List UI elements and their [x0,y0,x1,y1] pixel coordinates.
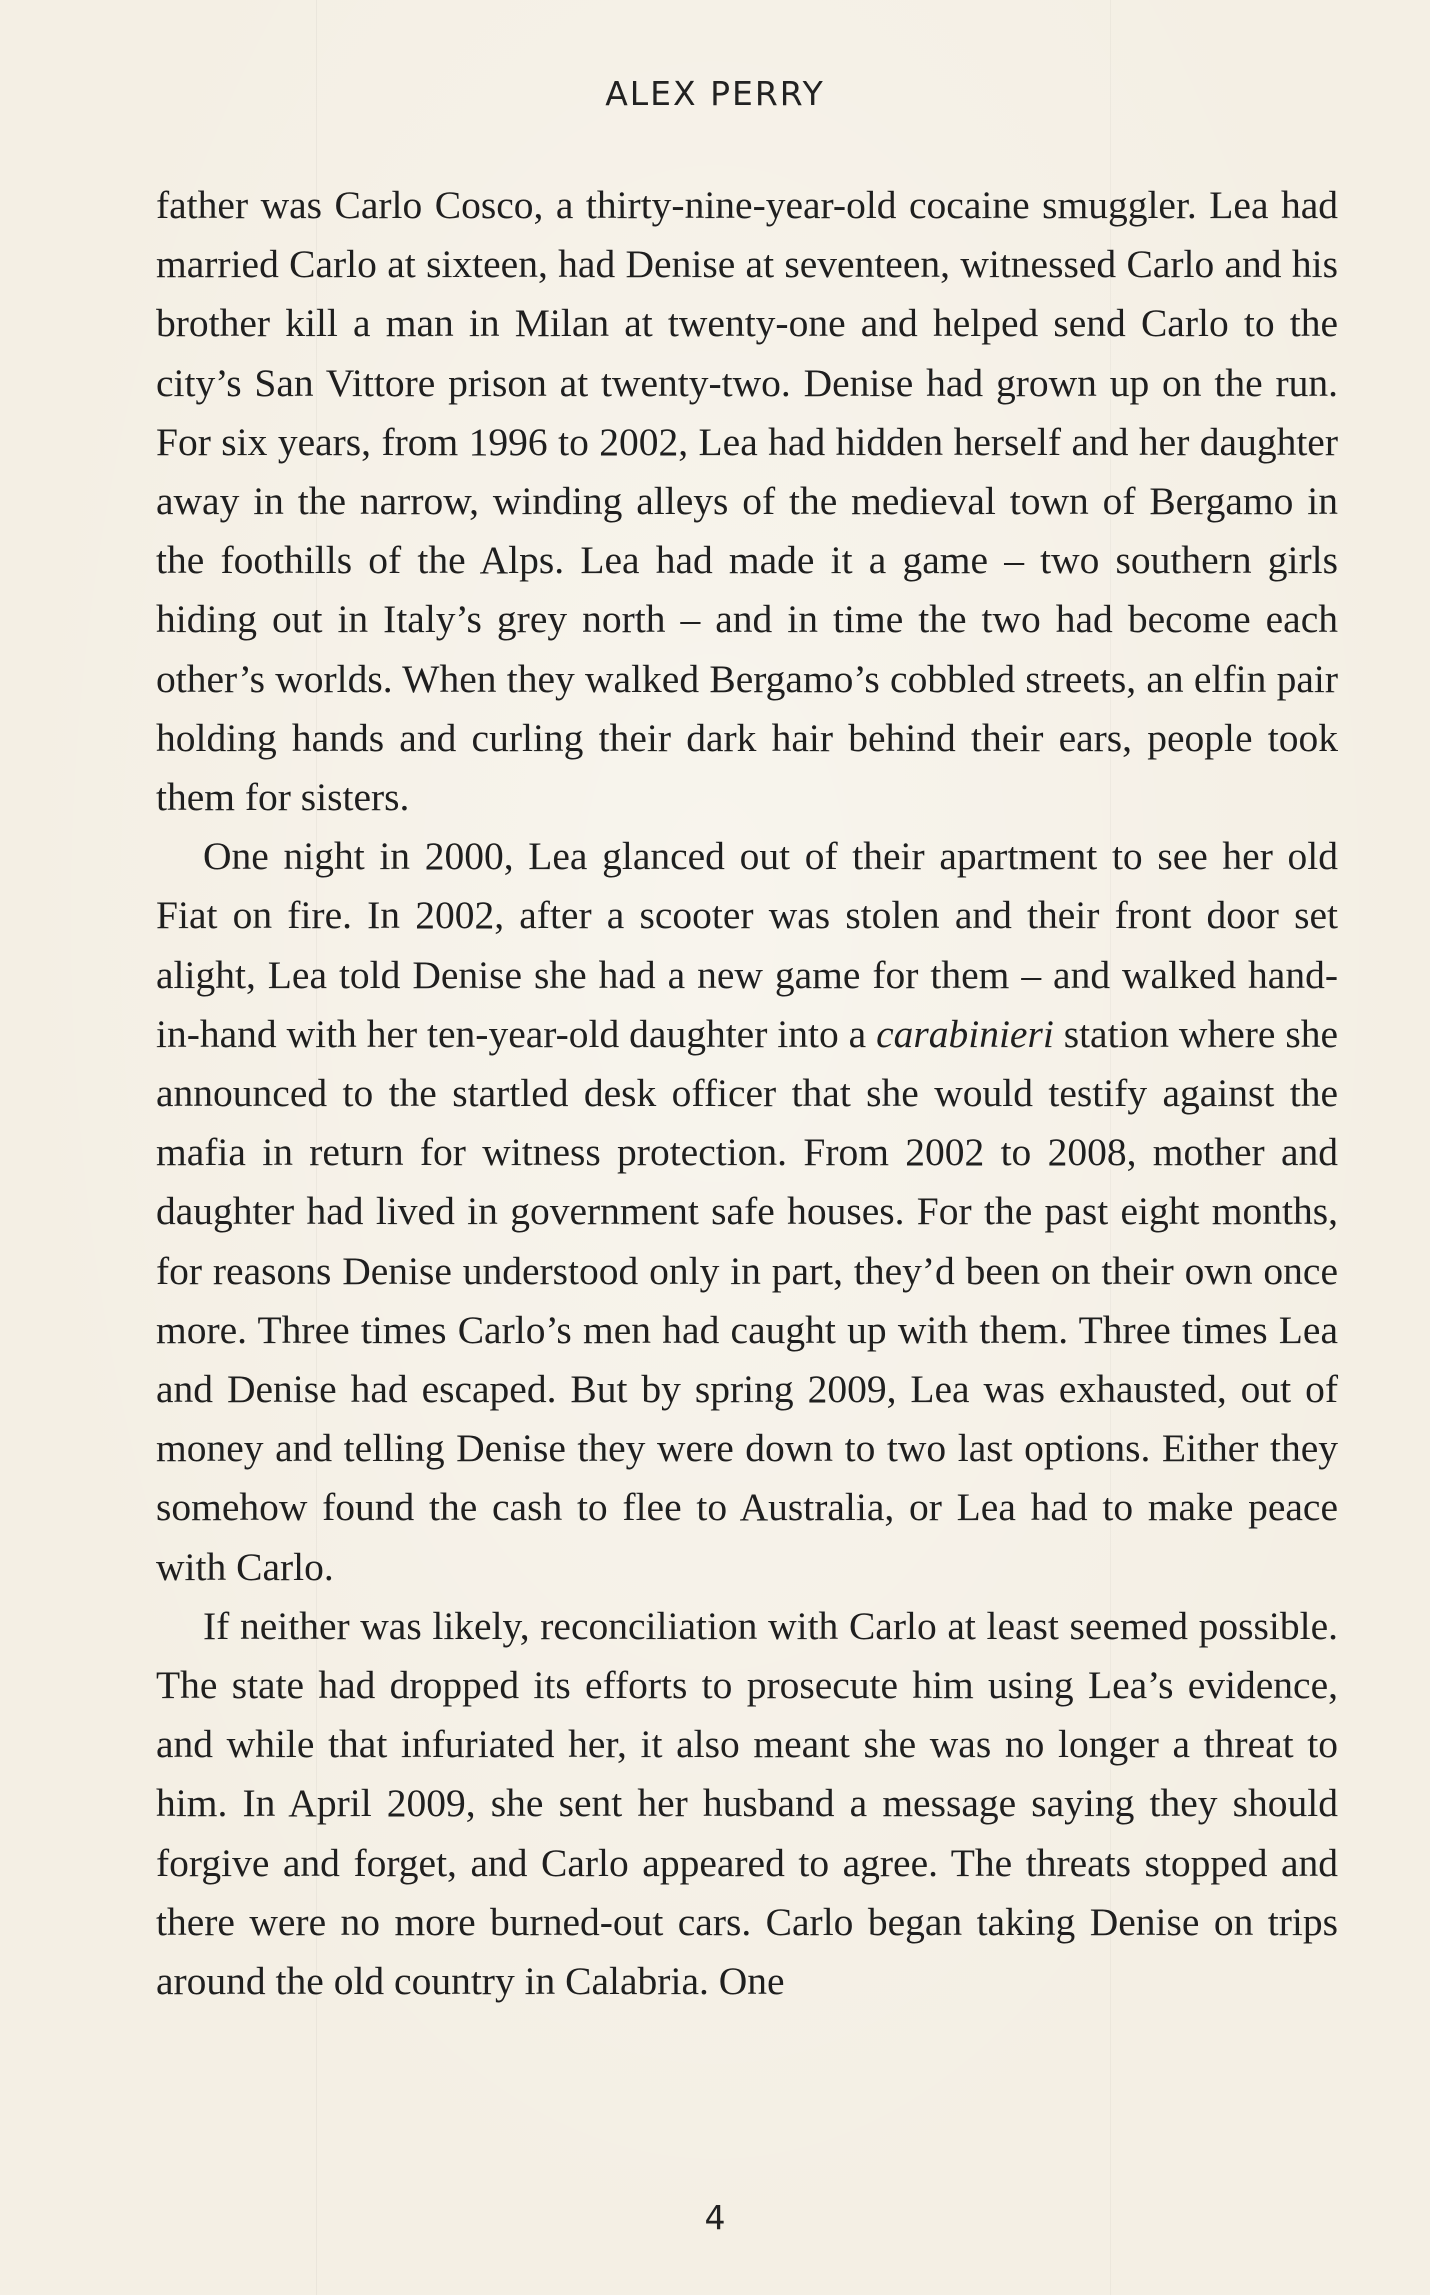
paragraph-1: father was Carlo Cosco, a thirty-nine-year-old cocaine smuggler. Lea had married Carlo at sixteen, had Denise at seventeen, witnessed Carlo and his brother kill a man in Milan at twenty-one and helped send Carlo to the city’s San Vittore prison at twenty-two. Denise had grown up on the run. For six years, from 1996 to 2002, Lea had hidden herself and her daughter away in the narrow, winding alleys of the medieval town of Bergamo in the foothills of the Alps. Lea had made it a game – two southern girls hiding out in Italy’s grey north – and in time the two had become each other’s worlds. When they walked Bergamo’s cobbled streets, an elfin pair holding hands and curling their dark hair behind their ears, people took them for sisters. [156,183,1338,820]
paragraph-2-text-start: One night in 2000, Lea glanced out of their apartment to see her old Fiat on fire. In 2002, after a scooter was stolen and their front door set alight, Lea told Denise she had a new game for them – and walked hand-in-hand with her ten-year-old daughter into a [156,834,1338,1056]
italic-term: carabinieri [876,1011,1054,1056]
paragraph-2 [156,827,1338,1597]
page-number: 4 [704,2198,726,2237]
body-text [156,176,1338,2011]
running-head: ALEX PERRY [605,74,825,113]
paragraph-3: If neither was likely, reconciliation with Carlo at least seemed possible. The state had dropped its efforts to prosecute him using Lea’s evidence, and while that infuriated her, it also meant she was no longer a threat to him. In April 2009, she sent her husband a message saying they should forgive and forget, and Carlo appeared to agree. The threats stopped and there were no more burned-out cars. Carlo began taking Denise on trips around the old country in Calabria. One [156,1603,1338,2004]
paragraph-2-text-end: station where she announced to the startled desk officer that she would testify against the mafia in return for witness protection. From 2002 to 2008, mother and daughter had lived in government safe houses. For the past eight months, for reasons Denise understood only in part, they’d been on their own once more. Three times Carlo’s men had caught up with them. Three times Lea and Denise had escaped. But by spring 2009, Lea was exhausted, out of money and telling Denise they were down to two last options. Either they somehow found the cash to flee to Australia, or Lea had to make peace with Carlo. [156,1011,1338,1589]
